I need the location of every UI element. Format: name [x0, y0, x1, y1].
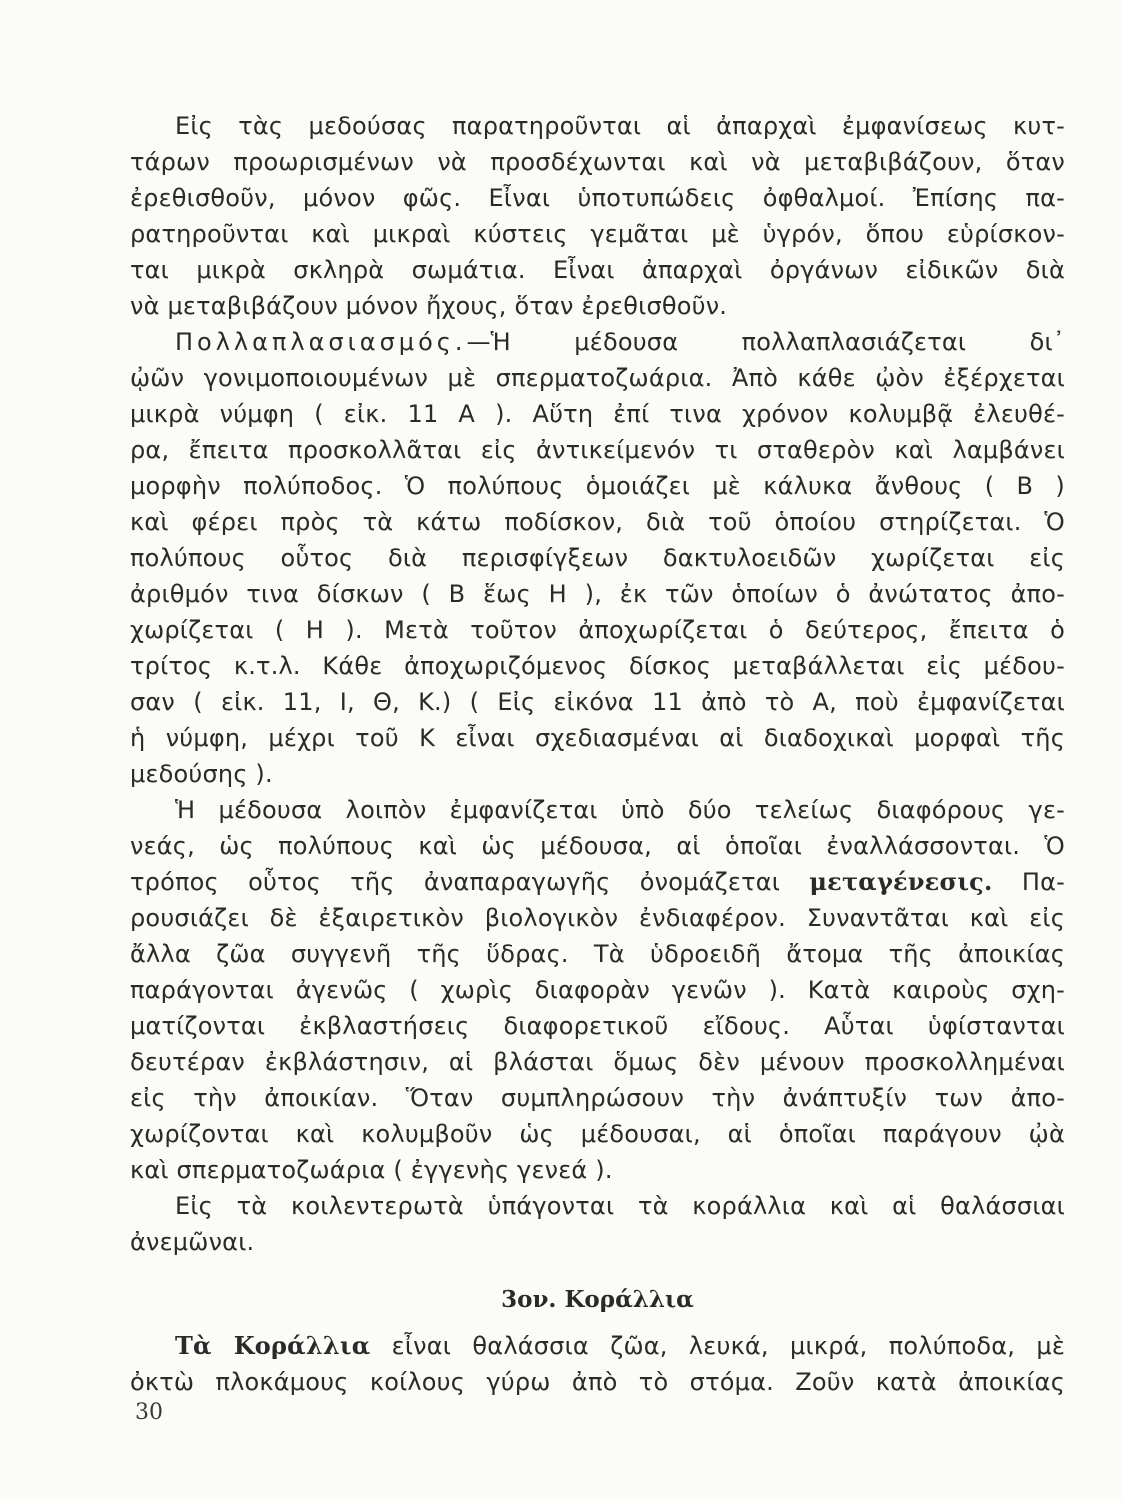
text-line: χωρίζονται καὶ κολυμβοῦν ὡς μέδουσαι, αἱ ὁποῖαι παράγουν ᾠὰ	[130, 1120, 1065, 1148]
text-line: καὶ σπερματοζωάρια ( ἐγγενὴς γενεά ).	[130, 1156, 613, 1184]
page-number: 30	[135, 1400, 163, 1425]
term-metagenesis: μεταγένεσις.	[809, 867, 993, 896]
text-line: ται μικρὰ σκληρὰ σωμάτια. Εἶναι ἀπαρχαὶ ὀργάνων εἰδικῶν διὰ	[130, 256, 1065, 284]
text-line	[130, 1328, 1065, 1364]
text-run: τρόπος οὗτος τῆς ἀναπαραγωγῆς ὀνομάζεται	[130, 868, 810, 896]
text-line	[130, 864, 1065, 900]
paragraph-corals	[130, 1328, 1065, 1400]
text-line: νεάς, ὡς πολύπους καὶ ὡς μέδουσα, αἱ ὁποῖαι ἐναλλάσσονται. Ὁ	[130, 832, 1065, 860]
text-line: ἐρεθισθοῦν, μόνον φῶς. Εἶναι ὑποτυπώδεις ὀφθαλμοί. Ἐπίσης πα-	[130, 184, 1065, 212]
text-line	[130, 324, 1065, 360]
paragraph-metagenesis	[130, 792, 1065, 1188]
text-run: Πα-	[992, 868, 1065, 896]
text-line: μεδούσης ).	[130, 760, 273, 788]
term-corals: Τὰ Κοράλλια	[175, 1331, 371, 1360]
text-line: ἡ νύμφη, μέχρι τοῦ Κ εἶναι σχεδιασμέναι αἱ διαδοχικαὶ μορφαὶ τῆς	[130, 724, 1065, 752]
text-line: μορφὴν πολύποδος. Ὁ πολύπους ὁμοιάζει μὲ κάλυκα ἄνθους ( Β )	[130, 472, 1065, 500]
text-line: τάρων προωρισμένων νὰ προσδέχωνται καὶ νὰ μεταβιβάζουν, ὅταν	[130, 148, 1065, 176]
text-line: Εἰς τὰ κοιλεντερωτὰ ὑπάγονται τὰ κοράλλια καὶ αἱ θαλάσσιαι	[175, 1192, 1065, 1220]
text-line: ὀκτὼ πλοκάμους κοίλους γύρω ἀπὸ τὸ στόμα. Ζοῦν κατὰ ἀποικίας	[130, 1368, 1065, 1396]
text-line: καὶ φέρει πρὸς τὰ κάτω ποδίσκον, διὰ τοῦ ὁποίου στηρίζεται. Ὁ	[130, 508, 1065, 536]
text-run: —Ἡ μέδουσα πολλαπλασιάζεται δι᾽	[466, 328, 1065, 356]
text-line: εἰς τὴν ἀποικίαν. Ὅταν συμπληρώσουν τὴν ἀνάπτυξίν των ἀπο-	[130, 1084, 1065, 1112]
text-line: δευτέραν ἐκβλάστησιν, αἱ βλάσται ὅμως δὲν μένουν προσκολλημέναι	[130, 1048, 1065, 1076]
text-run: εἶναι θαλάσσια ζῶα, λευκά, μικρά, πολύποδα, μὲ	[370, 1332, 1065, 1360]
paragraph-coelenterates	[130, 1188, 1065, 1260]
text-line: σαν ( εἰκ. 11, Ι, Θ, Κ.) ( Εἰς εἰκόνα 11 ἀπὸ τὸ Α, ποὺ ἐμφανίζεται	[130, 688, 1065, 716]
text-line: ἀριθμόν τινα δίσκων ( Β ἕως Η ), ἐκ τῶν ὁποίων ὁ ἀνώτατος ἀπο-	[130, 580, 1065, 608]
paragraph-reproduction	[130, 324, 1065, 792]
text-line: τρίτος κ.τ.λ. Κάθε ἀποχωριζόμενος δίσκος μεταβάλλεται εἰς μέδου-	[130, 652, 1065, 680]
text-line: ρουσιάζει δὲ ἐξαιρετικὸν βιολογικὸν ἐνδιαφέρον. Συναντᾶται καὶ εἰς	[130, 904, 1065, 932]
text-line: χωρίζεται ( Η ). Μετὰ τοῦτον ἀποχωρίζεται ὁ δεύτερος, ἔπειτα ὁ	[130, 616, 1065, 644]
page-body	[130, 108, 1065, 1400]
paragraph-title: Πολλαπλασιασμός.	[175, 328, 467, 356]
text-line: παράγονται ἀγενῶς ( χωρὶς διαφορὰν γενῶν ). Κατὰ καιροὺς σχη-	[130, 976, 1065, 1004]
text-line: ματίζονται ἐκβλαστήσεις διαφορετικοῦ εἴδους. Αὗται ὑφίστανται	[130, 1012, 1065, 1040]
section-heading: 3ον. Κοράλλια	[501, 1286, 694, 1313]
text-line: μικρὰ νύμφη ( εἰκ. 11 Α ). Αὕτη ἐπί τινα χρόνον κολυμβᾷ ἐλευθέ-	[130, 400, 1065, 428]
text-line: νὰ μεταβιβάζουν μόνον ἤχους, ὅταν ἐρεθισθοῦν.	[130, 292, 728, 320]
text-line: Ἡ μέδουσα λοιπὸν ἐμφανίζεται ὑπὸ δύο τελείως διαφόρους γε-	[175, 796, 1065, 824]
text-line: Εἰς τὰς μεδούσας παρατηροῦνται αἱ ἀπαρχαὶ ἐμφανίσεως κυτ-	[175, 112, 1065, 140]
text-line: ρατηροῦνται καὶ μικραὶ κύστεις γεμᾶται μὲ ὑγρόν, ὅπου εὑρίσκον-	[130, 220, 1065, 248]
text-line: ἄλλα ζῶα συγγενῆ τῆς ὕδρας. Τὰ ὑδροειδῆ ἄτομα τῆς ἀποικίας	[130, 940, 1065, 968]
paragraph-eyes	[130, 108, 1065, 324]
text-line: πολύπους οὗτος διὰ περισφίγξεων δακτυλοειδῶν χωρίζεται εἰς	[130, 544, 1065, 572]
text-line: ᾠῶν γονιμοποιουμένων μὲ σπερματοζωάρια. Ἀπὸ κάθε ᾠὸν ἐξέρχεται	[130, 364, 1065, 392]
text-line: ἀνεμῶναι.	[130, 1228, 255, 1256]
text-line: ρα, ἔπειτα προσκολλᾶται εἰς ἀντικείμενόν τι σταθερὸν καὶ λαμβάνει	[130, 436, 1065, 464]
